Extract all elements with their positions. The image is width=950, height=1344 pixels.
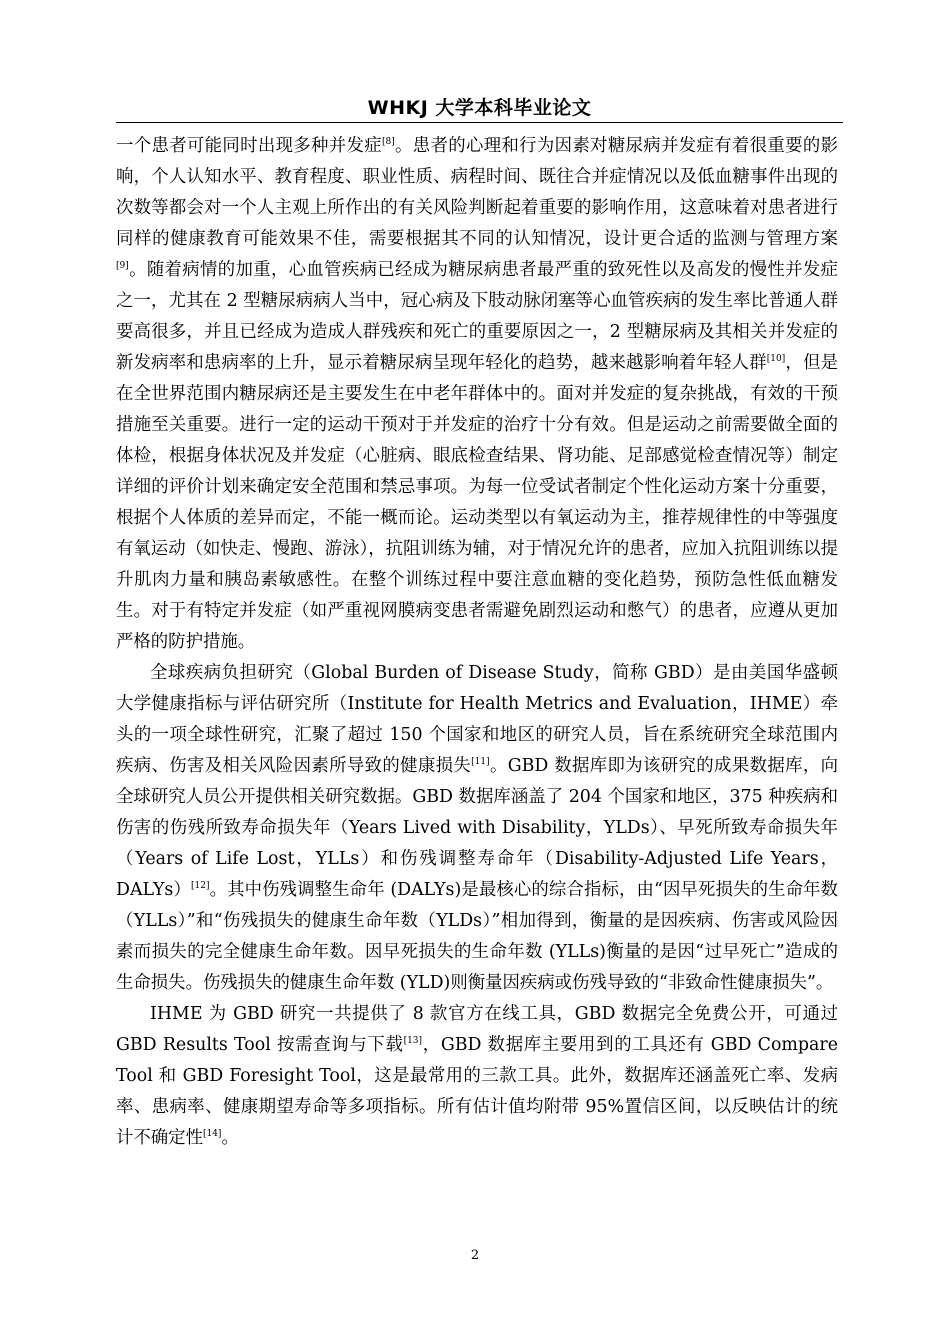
citation-reference: [11] bbox=[471, 757, 490, 767]
running-header: WHKJ 大学本科毕业论文 bbox=[367, 97, 592, 119]
text-run: 。GBD 数据库即为该研究的成果数据库，向全球研究人员公开提供相关研究数据。GBD 数据库涵盖了 204 个国家和地区，375 种疾病和伤害的伤残所致寿命损失年（Years Lived with Disability，YLDs）、早死所致寿命损失年（Years of Life Lost，YLLs）和伤残调整寿命年（Disability-Adjusted Life Years，DALYs） bbox=[116, 756, 838, 900]
text-run: 。 bbox=[221, 1128, 239, 1148]
citation-reference: [8] bbox=[381, 137, 395, 147]
body-paragraph bbox=[116, 999, 838, 1154]
text-run: 。其中伤残调整生命年 (DALYs)是最核心的综合指标，由“因早死损失的生命年数（YLLs）”和“伤残损失的健康生命年数（YLDs）”相加得到，衡量的是因疾病、伤害或风险因素而损失的完全健康生命年数。因早死损失的生命年数 (YLLs)衡量的是因“过早死亡”造成的生命损失。伤残损失的健康生命年数 (YLD)则衡量因疾病或伤残导致的“非致命性健康损失”。 bbox=[116, 880, 838, 993]
body-paragraph bbox=[116, 131, 838, 658]
citation-reference: [10] bbox=[766, 354, 786, 364]
text-run: 。随着病情的加重，心血管疾病已经成为糖尿病患者最严重的致死性以及高发的慢性并发症之一，尤其在 2 型糖尿病病人当中，冠心病及下肢动脉闭塞等心血管疾病的发生率比普通人群要高很多，并且已经成为造成人群残疾和死亡的重要原因之一，2 型糖尿病及其相关并发症的新发病率和患病率的上升，显示着糖尿病呈现年轻化的趋势，越来越影响着年轻人群 bbox=[116, 260, 838, 373]
text-run: 。患者的心理和行为因素对糖尿病并发症有着很重要的影响，个人认知水平、教育程度、职业性质、病程时间、既往合并症情况以及低血糖事件出现的次数等都会对一个人主观上所作出的有关风险判断起着重要的影响作用，这意味着对患者进行同样的健康教育可能效果不佳，需要根据其不同的认知情况，设计更合适的监测与管理方案 bbox=[116, 136, 838, 249]
citation-reference: [14] bbox=[202, 1129, 222, 1139]
text-run: 全球疾病负担研究（Global Burden of Disease Study，简称 GBD）是由美国华盛顿大学健康指标与评估研究所（Institute for Health Metrics and Evaluation，IHME）牵头的一项全球性研究，汇聚了超过 150 个国家和地区的研究人员，旨在系统研究全球范围内疾病、伤害及相关风险因素所导致的健康损失 bbox=[116, 663, 838, 776]
text-run: ，GBD 数据库主要用到的工具还有 GBD Compare Tool 和 GBD Foresight Tool，这是最常用的三款工具。此外，数据库还涵盖死亡率、发病率、患病率、健康期望寿命等多项指标。所有估计值均附带 95%置信区间，以反映估计的统计不确定性 bbox=[116, 1035, 839, 1148]
text-run: 一个患者可能同时出现多种并发症 bbox=[116, 136, 382, 156]
citation-reference: [13] bbox=[403, 1036, 423, 1046]
body-paragraph bbox=[116, 658, 838, 999]
document-body bbox=[116, 131, 838, 1154]
citation-reference: [12] bbox=[190, 881, 210, 891]
page-number: 2 bbox=[470, 1248, 480, 1263]
citation-reference: [9] bbox=[116, 261, 129, 271]
text-run: IHME 为 GBD 研究一共提供了 8 款官方在线工具，GBD 数据完全免费公开，可通过 GBD Results Tool 按需查询与下载 bbox=[116, 1004, 838, 1055]
header-divider bbox=[116, 122, 843, 123]
text-run: ，但是在全世界范围内糖尿病还是主要发生在中老年群体中的。面对并发症的复杂挑战，有效的干预措施至关重要。进行一定的运动干预对于并发症的治疗十分有效。但是运动之前需要做全面的体检，根据身体状况及并发症（心脏病、眼底检查结果、肾功能、足部感觉检查情况等）制定详细的评价计划来确定安全范围和禁忌事项。为每一位受试者制定个性化运动方案十分重要，根据个人体质的差异而定，不能一概而论。运动类型以有氧运动为主，推荐规律性的中等强度有氧运动（如快走、慢跑、游泳），抗阻训练为辅，对于情况允许的患者，应加入抗阻训练以提升肌肉力量和胰岛素敏感性。在整个训练过程中要注意血糖的变化趋势，预防急性低血糖发生。对于有特定并发症（如严重视网膜病变患者需避免剧烈运动和憋气）的患者，应遵从更加严格的防护措施。 bbox=[116, 353, 838, 652]
